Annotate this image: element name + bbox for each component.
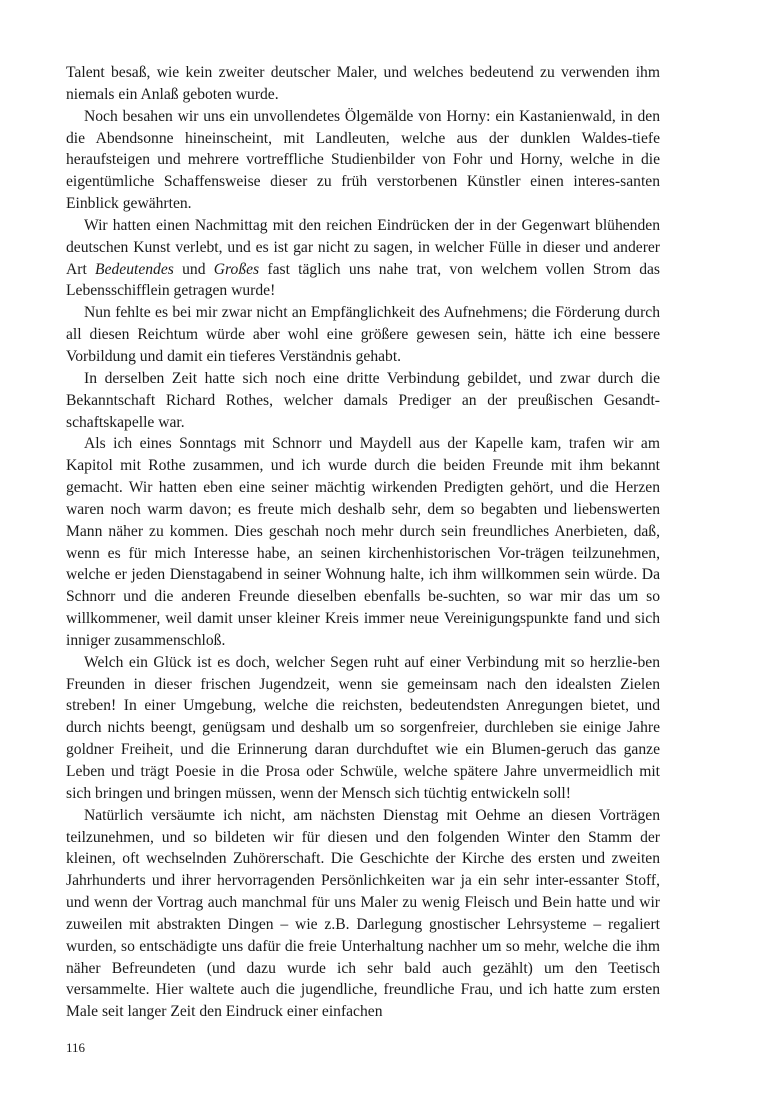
paragraph — [66, 368, 660, 434]
paragraph — [66, 62, 660, 106]
paragraph — [66, 433, 660, 651]
emphasis-text: Großes — [213, 260, 260, 278]
page-body — [66, 62, 660, 1023]
paragraph-text: Talent besaß, wie kein zweiter deutscher Maler, und welches bedeutend zu verwenden ihm niemals ein Anlaß geboten wurde. — [66, 64, 660, 103]
paragraph-text: Noch besahen wir uns ein unvollendetes Ölgemälde von Horny: ein Kastanienwald, in den die Abendsonne hineinscheint, mit Landleuten, welche aus der dunklen Waldes-tiefe heraufsteigen und mehrere vortreffliche Studienbilder von Fohr und Horny, welche in die eigentümliche Schaffensweise dieser zu früh verstorbenen Künstler einen interes-santen Einblick gewährten. — [66, 107, 660, 213]
paragraph-text: und — [173, 260, 214, 278]
emphasis-text: Bedeutendes — [95, 260, 174, 278]
page-number: 116 — [66, 1040, 86, 1055]
paragraph-text: Nun fehlte es bei mir zwar nicht an Empfänglichkeit des Aufnehmens; die Förderung durch all diesen Reichtum würde aber wohl eine größere gewesen sein, hätte ich eine bessere Vorbildung und damit ein tieferes Verständnis gehabt. — [66, 304, 660, 365]
paragraph — [66, 215, 660, 302]
paragraph — [66, 106, 660, 215]
paragraph — [66, 805, 660, 1023]
paragraph-text: Natürlich versäumte ich nicht, am nächsten Dienstag mit Oehme an diesen Vorträgen teilzunehmen, und so bildeten wir für diesen und den folgenden Winter den Stamm der kleinen, oft wechselnden Zuhörerschaft. Die Geschichte der Kirche des ersten und zweiten Jahrhunderts und ihrer hervorragenden Persönlichkeiten war ja ein sehr inter-essanter Stoff, und wenn der Vortrag auch manchmal für uns Maler zu wenig Fleisch und Bein hatte und wir zuweilen mit abstrakten Dingen – wie z.B. Darlegung gnostischer Lehrsysteme – regaliert wurden, so entschädigte uns dafür die freie Unterhaltung nachher um so mehr, welche die ihm näher Befreundeten (und dazu wurde ich sehr bald auch gezählt) um den Teetisch versammelte. Hier waltete auch die jugendliche, freundliche Frau, und ich hatte zum ersten Male seit langer Zeit den Eindruck einer einfachen — [66, 806, 660, 1021]
paragraph-text: Wir hatten einen Nachmittag mit den reichen Eindrücken der in der Gegenwart blühenden deutschen Kunst verlebt, und es ist gar nicht zu sagen, in welcher Fülle in dieser und anderer Art — [66, 216, 660, 278]
paragraph-text: In derselben Zeit hatte sich noch eine dritte Verbindung gebildet, und zwar durch die Bekanntschaft Richard Rothes, welcher damals Prediger an der preußischen Gesandt-schaftskapelle war. — [66, 369, 660, 431]
paragraph — [66, 302, 660, 368]
paragraph-text: Welch ein Glück ist es doch, welcher Segen ruht auf einer Verbindung mit so herzlie-ben Freunden in dieser frischen Jugendzeit, wenn sie gemeinsam nach den idealsten Zielen streben! In einer Umgebung, welche die reichsten, bedeutendsten Anregungen bietet, und durch nichts beengt, genügsam und deshalb um so sorgenfreier, durchleben sie einige Jahre goldner Freiheit, und die Erinnerung daran durchduftet wie ein Blumen-geruch das ganze Leben und trägt Poesie in die Prosa oder Schwüle, welche spätere Jahre unvermeidlich mit sich bringen und bringen müssen, wenn der Mensch sich tüchtig entwickeln soll! — [66, 653, 660, 802]
paragraph-text: fast täglich uns nahe trat, von welchem vollen Strom das Lebensschifflein getragen wurde! — [66, 260, 661, 300]
paragraph-text: Als ich eines Sonntags mit Schnorr und Maydell aus der Kapelle kam, trafen wir am Kapitol mit Rothe zusammen, und ich wurde durch die beiden Freunde mit ihm bekannt gemacht. Wir hatten eben eine seiner mächtig wirkenden Predigten gehört, und die Herzen waren noch warm davon; es freute mich deshalb sehr, dem so begabten und liebenswerten Mann näher zu kommen. Dies geschah noch mehr durch sein freundliches Anerbieten, daß, wenn es für mich Interesse habe, an seinen kirchenhistorischen Vor-trägen teilzunehmen, welche er jeden Dienstagabend in seiner Wohnung halte, ich ihm willkommen sein würde. Da Schnorr und die anderen Freunde dieselben ebenfalls be-suchten, so war mir das um so willkommener, weil damit unser kleiner Kreis immer neue Vereinigungspunkte fand und sich inniger zusammenschloß. — [66, 435, 660, 649]
paragraph — [66, 652, 660, 805]
